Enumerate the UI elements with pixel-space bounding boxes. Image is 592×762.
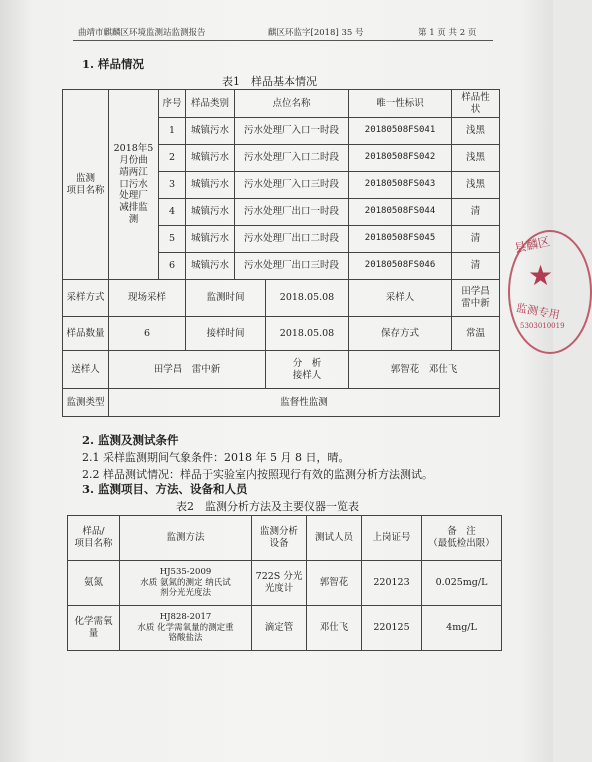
storage-label: 保存方式 <box>349 317 452 351</box>
cell-method: HJ828-2017 水质 化学需氧量的测定重 铬酸盐法 <box>120 606 252 651</box>
analyst-receiver-label: 分 析 接样人 <box>266 351 349 389</box>
cell-state: 浅黑 <box>452 118 500 145</box>
header-divider <box>73 40 493 41</box>
section3-title: 3. 监测项目、方法、设备和人员 <box>82 482 248 496</box>
cell-cert: 220125 <box>362 606 422 651</box>
sender-label: 送样人 <box>63 351 109 389</box>
cell-device: 滴定管 <box>252 606 307 651</box>
monitor-type-value: 监督性监测 <box>109 389 500 417</box>
cell-no: 6 <box>159 253 186 280</box>
sample-count-label: 样品数量 <box>63 317 109 351</box>
cell-note: 4mg/L <box>422 606 502 651</box>
sample-count-value: 6 <box>109 317 186 351</box>
sampler-label: 采样人 <box>349 280 452 317</box>
sender-value: 田学昌 雷中新 <box>109 351 266 389</box>
col-header-device: 监测分析 设备 <box>252 516 307 561</box>
cell-id: 20180508FS045 <box>349 226 452 253</box>
cell-state: 清 <box>452 199 500 226</box>
col-header-method: 监测方法 <box>120 516 252 561</box>
header-org: 曲靖市麒麟区环境监测站监测报告 <box>78 28 206 38</box>
col-header-cert: 上岗证号 <box>362 516 422 561</box>
cell-note: 0.025mg/L <box>422 561 502 606</box>
cell-no: 5 <box>159 226 186 253</box>
cell-type: 城镇污水 <box>186 145 235 172</box>
cell-id: 20180508FS041 <box>349 118 452 145</box>
cell-id: 20180508FS044 <box>349 199 452 226</box>
header-page-info: 第 1 页 共 2 页 <box>418 28 477 38</box>
cell-point: 污水处理厂入口一时段 <box>235 118 349 145</box>
col-header-id: 唯一性标识 <box>349 90 452 118</box>
col-header-no: 序号 <box>159 90 186 118</box>
sampling-method-value: 现场采样 <box>109 280 186 317</box>
cell-no: 2 <box>159 145 186 172</box>
sampling-method-label: 采样方式 <box>63 280 109 317</box>
header-doc-number: 麒区环监字[2018] 35 号 <box>268 28 364 38</box>
table2-caption: 表2 监测分析方法及主要仪器一览表 <box>176 500 359 513</box>
cell-point: 污水处理厂入口三时段 <box>235 172 349 199</box>
stamp-star-icon: ★ <box>528 259 554 292</box>
cell-id: 20180508FS043 <box>349 172 452 199</box>
table-row <box>68 606 502 651</box>
cell-type: 城镇污水 <box>186 199 235 226</box>
col-header-tester: 测试人员 <box>307 516 362 561</box>
project-name-value: 2018年5 月份曲 靖两江 口污水 处理厂 减排监 测 <box>109 90 159 280</box>
cell-point: 污水处理厂出口二时段 <box>235 226 349 253</box>
stamp-text-top: 县麟区 <box>513 234 552 256</box>
cell-no: 3 <box>159 172 186 199</box>
cell-type: 城镇污水 <box>186 253 235 280</box>
table1-caption: 表1 样品基本情况 <box>222 75 317 88</box>
cell-state: 清 <box>452 253 500 280</box>
cell-point: 污水处理厂出口一时段 <box>235 199 349 226</box>
cell-cert: 220123 <box>362 561 422 606</box>
cell-state: 浅黑 <box>452 145 500 172</box>
cell-device: 722S 分光 光度计 <box>252 561 307 606</box>
col-header-state: 样品性 状 <box>452 90 500 118</box>
methods-table <box>67 515 502 651</box>
cell-state: 浅黑 <box>452 172 500 199</box>
cell-item: 氨氮 <box>68 561 120 606</box>
sample-info-table <box>62 89 500 417</box>
col-header-item: 样品/ 项目名称 <box>68 516 120 561</box>
section1-title: 1. 样品情况 <box>82 57 145 71</box>
cell-state: 清 <box>452 226 500 253</box>
sampler-value: 田学昌 雷中新 <box>452 280 500 317</box>
monitor-type-label: 监测类型 <box>63 389 109 417</box>
table-row <box>68 561 502 606</box>
cell-no: 1 <box>159 118 186 145</box>
storage-value: 常温 <box>452 317 500 351</box>
cell-point: 污水处理厂出口三时段 <box>235 253 349 280</box>
cell-no: 4 <box>159 199 186 226</box>
cell-type: 城镇污水 <box>186 172 235 199</box>
analyst-receiver-value: 郭智花 邓仕飞 <box>349 351 500 389</box>
cell-id: 20180508FS046 <box>349 253 452 280</box>
project-name-label: 监测 项目名称 <box>63 90 109 280</box>
monitor-time-value: 2018.05.08 <box>266 280 349 317</box>
cell-method: HJ535-2009 水质 氨氮的测定 纳氏试 剂分光光度法 <box>120 561 252 606</box>
col-header-note: 备 注 （最低检出限） <box>422 516 502 561</box>
cell-id: 20180508FS042 <box>349 145 452 172</box>
cell-tester: 郭智花 <box>307 561 362 606</box>
weather-conditions: 2.1 采样监测期间气象条件：2018 年 5 月 8 日，晴。 <box>82 451 350 464</box>
receive-time-value: 2018.05.08 <box>266 317 349 351</box>
col-header-point: 点位名称 <box>235 90 349 118</box>
cell-item: 化学需氧 量 <box>68 606 120 651</box>
cell-point: 污水处理厂入口二时段 <box>235 145 349 172</box>
section2-title: 2. 监测及测试条件 <box>82 433 179 447</box>
cell-type: 城镇污水 <box>186 226 235 253</box>
cell-type: 城镇污水 <box>186 118 235 145</box>
receive-time-label: 接样时间 <box>186 317 266 351</box>
stamp-number: 5303010019 <box>520 322 565 330</box>
stamp-text-bottom: 监测专用 <box>515 301 561 322</box>
testing-conditions: 2.2 样品测试情况：样品于实验室内按照现行有效的监测分析方法测试。 <box>82 468 433 481</box>
cell-tester: 邓仕飞 <box>307 606 362 651</box>
monitor-time-label: 监测时间 <box>186 280 266 317</box>
col-header-type: 样品类别 <box>186 90 235 118</box>
